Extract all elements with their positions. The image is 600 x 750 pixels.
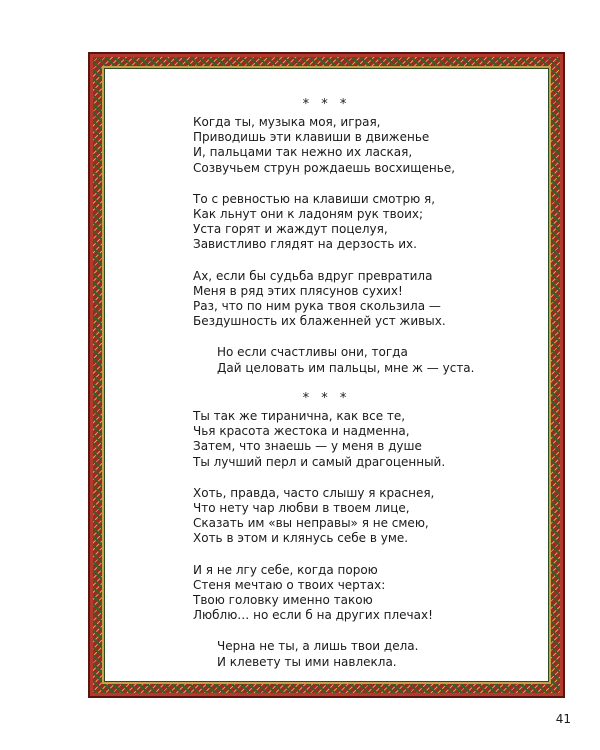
verse-line: Затем, что знаешь — у меня в душе [193, 439, 422, 454]
verse-line: Уста горят и жаждут поцелуя, [193, 222, 388, 237]
verse-line: Хоть в этом и клянусь себе в уме. [193, 531, 409, 546]
verse-line: Приводишь эти клавиши в движенье [193, 130, 430, 145]
verse-line: Ты лучший перл и самый драгоценный. [193, 454, 446, 469]
verse-line: Что нету чар любви в твоем лице, [193, 501, 410, 516]
verse-line: Хоть, правда, часто слышу я краснея, [193, 485, 435, 500]
stanza [193, 269, 548, 330]
stanza [193, 409, 548, 470]
page-content [104, 68, 549, 682]
ornamental-border [88, 52, 565, 698]
couplet [217, 345, 548, 375]
verse-line: Черна не ты, а лишь твои дела. [217, 639, 419, 654]
section-marker: * * * [302, 391, 351, 406]
verse-line: Сказать им «вы неправы» я не смею, [193, 516, 429, 531]
verse-line: Твою головку именно такою [193, 593, 373, 608]
verse-line: Когда ты, музыка моя, играя, [193, 115, 381, 129]
section-marker: * * * [302, 97, 351, 112]
verse-line: Чья красота жестока и надменна, [193, 424, 410, 439]
verse-line: Завистливо глядят на дерзость их. [193, 237, 417, 252]
verse-line: Бездушность их блаженней уст живых. [193, 314, 446, 329]
stanza [193, 486, 548, 547]
verse-line: Ты так же тиранична, как все те, [193, 409, 406, 423]
verse-line: И клевету ты ими навлекла. [217, 654, 397, 669]
verse-line: Но если счастливы они, тогда [217, 345, 408, 360]
verse-line: Меня в ряд этих плясунов сухих! [193, 283, 403, 298]
stanza [193, 115, 548, 176]
poem-2 [105, 391, 548, 686]
couplet [217, 639, 548, 669]
verse-line: Люблю… но если б на других плечах! [193, 608, 433, 623]
verse-line: И я не лгу себе, когда порою [193, 562, 378, 577]
verse-line: Дай целовать им пальцы, мне ж — уста. [217, 360, 475, 375]
verse-line: Раз, что по ним рука твоя скользила — [193, 299, 441, 314]
verse-line: И, пальцами так нежно их лаская, [193, 145, 413, 160]
verse-line: Созвучьем струн рождаешь восхищенье, [193, 160, 456, 175]
poem-1 [105, 97, 548, 392]
verse-line: Стеня мечтаю о твоих чертах: [193, 577, 386, 592]
stanza [193, 192, 548, 253]
verse-line: Как льнут они к ладоням рук твоих; [193, 207, 424, 222]
verse-line: Ах, если бы судьба вдруг превратила [193, 268, 433, 283]
page-number: 41 [555, 712, 571, 726]
verse-line: То с ревностью на клавиши смотрю я, [193, 191, 436, 206]
stanza [193, 563, 548, 624]
